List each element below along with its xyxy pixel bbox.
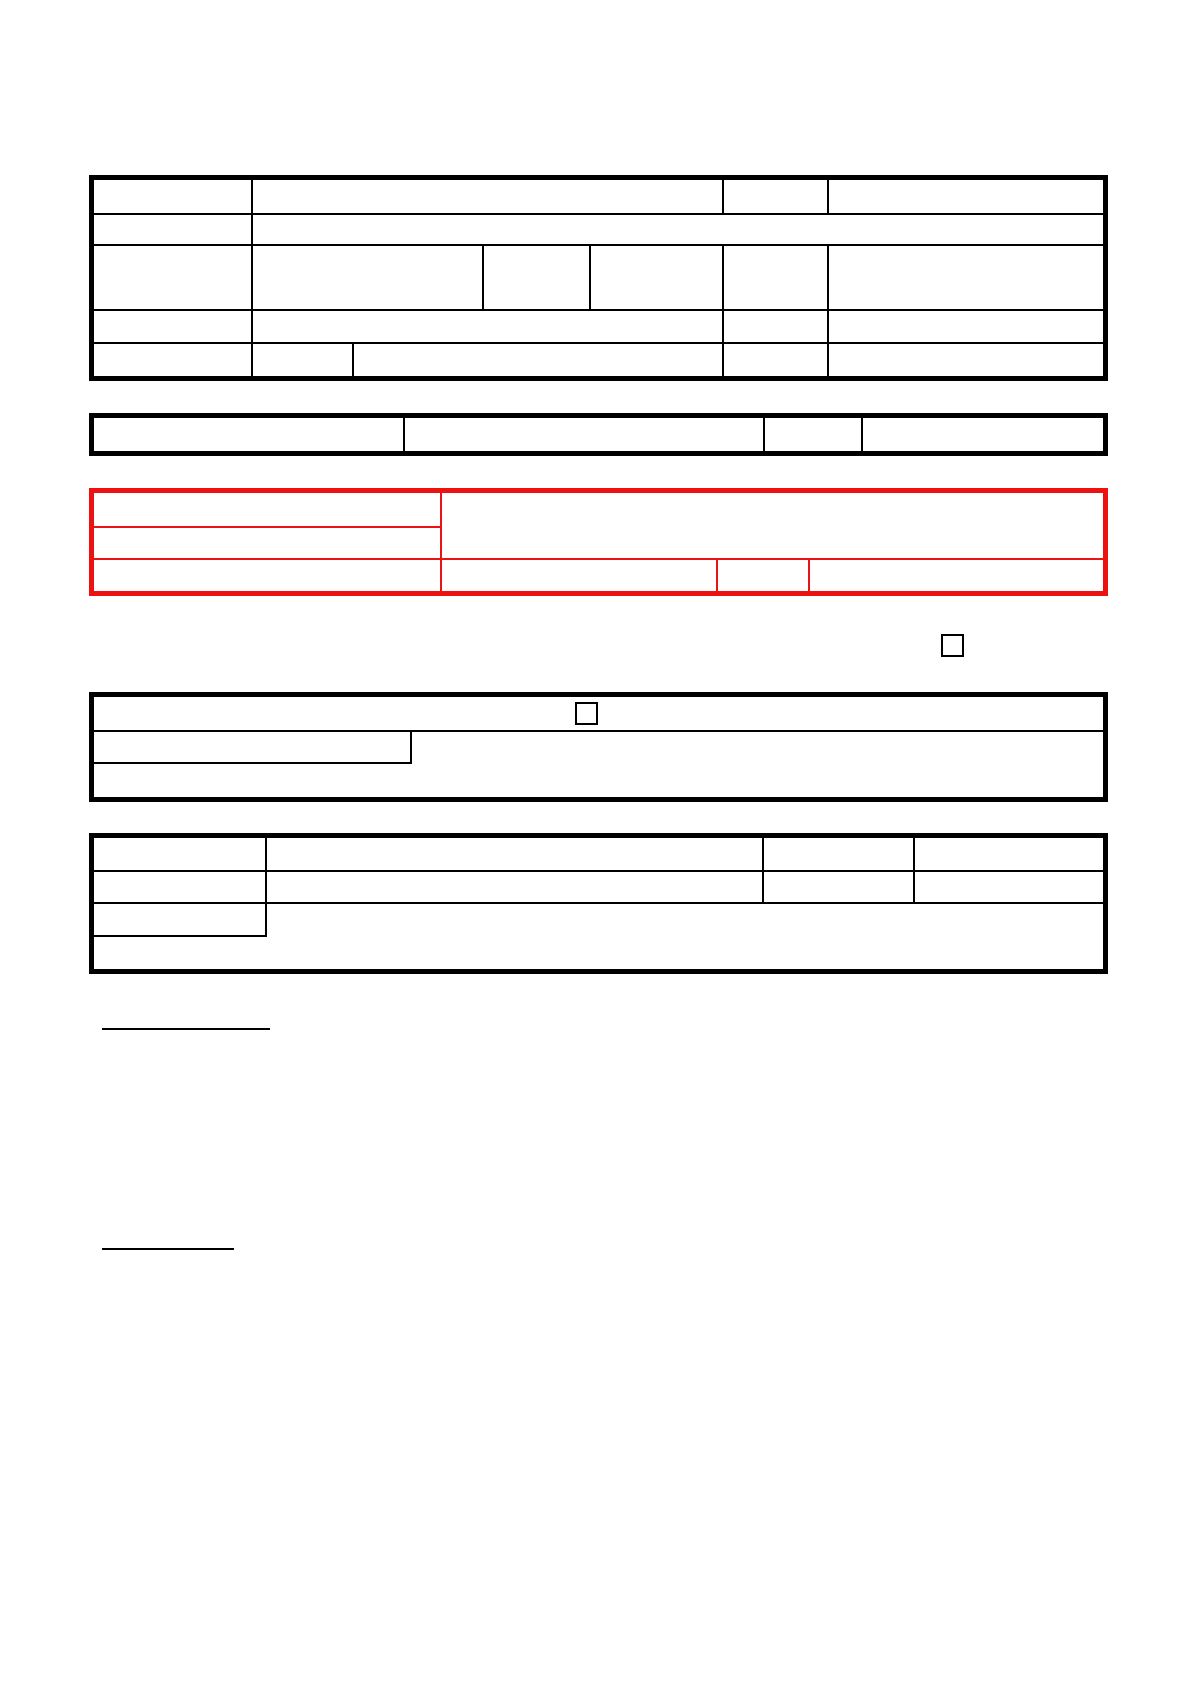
field-2[interactable] — [94, 764, 1103, 797]
divider — [716, 558, 718, 591]
form-section-1 — [89, 175, 1108, 381]
field-4-2[interactable] — [829, 311, 1103, 342]
field-5-1[interactable] — [253, 344, 352, 376]
field-5[interactable] — [442, 560, 716, 591]
field-3-2[interactable] — [484, 246, 589, 309]
field-2-1[interactable] — [253, 215, 1103, 244]
underline — [102, 1248, 234, 1250]
field-1[interactable] — [94, 732, 410, 762]
field-1[interactable] — [267, 838, 762, 870]
field-1-1[interactable] — [253, 180, 722, 213]
field-4[interactable] — [915, 872, 1103, 902]
field-5-2[interactable] — [354, 344, 722, 376]
divider — [722, 244, 724, 376]
field-1[interactable] — [94, 418, 403, 451]
field-1[interactable] — [94, 493, 440, 526]
form-section-5 — [89, 833, 1108, 974]
field-3[interactable] — [442, 493, 1103, 558]
divider — [410, 730, 412, 763]
divider — [94, 935, 267, 937]
field-3-4[interactable] — [829, 246, 1103, 309]
field-4[interactable] — [94, 560, 440, 591]
form-section-2 — [89, 413, 1108, 456]
field-3-1[interactable] — [253, 246, 482, 309]
field-1-2[interactable] — [829, 180, 1103, 213]
field-2[interactable] — [405, 418, 763, 451]
field-4-1[interactable] — [253, 311, 722, 342]
field-3-3[interactable] — [591, 246, 722, 309]
form-section-highlighted — [89, 488, 1108, 596]
field-5[interactable] — [267, 904, 1103, 969]
divider — [763, 418, 765, 451]
field-5-3[interactable] — [829, 344, 1103, 376]
form-section-4 — [89, 692, 1108, 802]
field-3[interactable] — [267, 872, 762, 902]
underline — [102, 1028, 270, 1030]
checkbox[interactable] — [575, 702, 598, 725]
field-2[interactable] — [915, 838, 1103, 870]
field-2[interactable] — [94, 528, 440, 558]
divider — [722, 180, 724, 213]
checkbox[interactable] — [941, 634, 964, 657]
field-3[interactable] — [863, 418, 1103, 451]
field-6[interactable] — [810, 560, 1103, 591]
